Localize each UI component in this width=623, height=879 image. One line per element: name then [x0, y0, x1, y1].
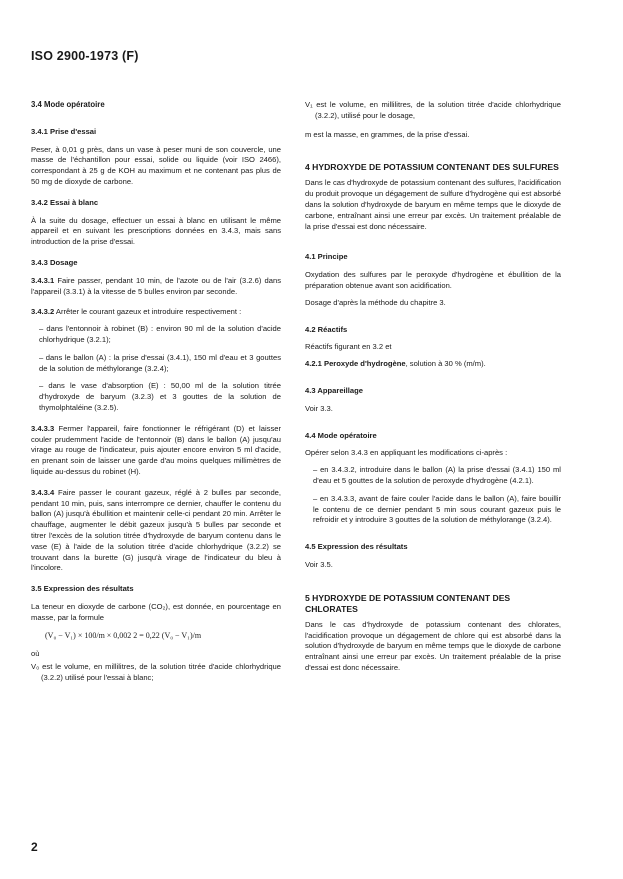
section-3-4-3-3-text: Fermer l'appareil, faire fonctionner le réfrigérant (D) et laisser couler prudemment l'acide de l'entonnoir (B) dans le ballon (A) jusqu'au virage au rouge de l'indicateur, puis ajouter encore environ 5 ml d'acide, en prenant soin de laisser une garde d'au moins quelques millimètres de liquide au-dessus du robinet (H). — [31, 423, 281, 476]
section-3-4-3-4 — [31, 488, 281, 574]
section-3-4-2-text: À la suite du dosage, effectuer un essai à blanc en utilisant le même appareil et en suivant les prescriptions données en 3.4.3, mais sans introduction de la prise d'essai. — [31, 215, 281, 247]
section-4-5-text: Voir 3.5. — [305, 559, 333, 569]
section-4-5-title: 4.5 Expression des résultats — [305, 542, 408, 552]
section-3-4-3-2-number: 3.4.3.2 — [31, 307, 55, 317]
section-4-title: 4 HYDROXYDE DE POTASSIUM CONTENANT DES SULFURES — [305, 162, 559, 173]
section-3-4-3-4-text: Faire passer le courant gazeux, réglé à 2 bulles par seconde, pendant 10 min, puis, sans interrompre ce dernier, chauffer le contenu du ballon (A) jusqu'à ébullition et maintenir celle-ci pendant 20 min. Arrêter le chauffage, augmenter le débit gazeux jusqu'à 5 bulles par seconde et titrer l'excès de la solution titrée d'hydroxyde de baryum contenu dans le vase (E) à l'aide de la solution titrée d'acide chlorhydrique (3.2.2) se trouvant dans la burette (G) jusqu'à virage de l'indicateur du bleu à l'incolore. — [31, 487, 281, 573]
section-3-5-text: La teneur en dioxyde de carbone (CO₂), est donnée, en pourcentage en masse, par la formule — [31, 601, 281, 622]
section-3-5-title: 3.5 Expression des résultats — [31, 584, 134, 594]
section-4-4-title: 4.4 Mode opératoire — [305, 430, 377, 440]
section-3-4-3-4-number: 3.4.3.4 — [31, 487, 55, 497]
formula: (V₀ − V₁) × 100/m × 0,002 2 = 0,22 (V₀ − V₁)/m — [45, 631, 202, 641]
section-4-2-title: 4.2 Réactifs — [305, 324, 348, 334]
section-3-4-1-title: 3.4.1 Prise d'essai — [31, 126, 97, 136]
page-number: 2 — [31, 840, 38, 854]
right-column — [305, 100, 561, 684]
section-3-4-3-2 — [31, 307, 281, 318]
definition-m: m est la masse, en grammes, de la prise d'essai. — [305, 129, 470, 139]
section-3-4-3-1-number: 3.4.3.1 — [31, 275, 55, 285]
left-column — [31, 100, 281, 692]
section-4-2-text: Réactifs figurant en 3.2 et — [305, 342, 392, 352]
section-4-1-text-2: Dosage d'après la méthode du chapitre 3. — [305, 297, 446, 307]
section-4-1-title: 4.1 Principe — [305, 252, 348, 262]
formula-where: où — [31, 649, 40, 659]
section-3-4-1-text: Peser, à 0,01 g près, dans un vase à peser muni de son couvercle, une masse de l'échantillon pour essai, solide ou liquide (voir ISO 2466), correspondant à 25 g de KOH au maximum et ne contenant pas plus de 50 mg de dioxyde de carbone. — [31, 144, 281, 186]
section-4-4-text: Opérer selon 3.4.3 en appliquant les modifications ci-après : — [305, 448, 508, 458]
section-3-4-title: 3.4 Mode opératoire — [31, 100, 105, 109]
section-4-text: Dans le cas d'hydroxyde de potassium contenant des sulfures, l'acidification du produit provoque un dégagement de sulfure d'hydrogène qui est absorbé dans la solution d'hydroxyde de baryum en même temps que le dioxyde de carbone, entraînant ainsi une erreur par excès. Un traitement préalable de la prise d'essai est donc nécessaire. — [305, 178, 561, 231]
definition-v1: V₁ est le volume, en millilitres, de la solution titrée d'acide chlorhydrique (3.2.2), utilisé pour le dosage, — [305, 100, 561, 120]
section-4-3-text: Voir 3.3. — [305, 403, 333, 413]
section-5-title: 5 HYDROXYDE DE POTASSIUM CONTENANT DES CHLORATES — [305, 592, 511, 614]
section-3-4-3-3-number: 3.4.3.3 — [31, 423, 55, 433]
section-5-text: Dans le cas d'hydroxyde de potassium contenant des chlorates, l'acidification provoque un dégagement de chlore qui est absorbé dans la solution d'hydroxyde de baryum en même temps que le dioxyde de carbone entraînant ainsi une erreur par excès. Un traitement préalable de la prise d'essai est donc nécessaire. — [305, 619, 561, 672]
document-header: ISO 2900-1973 (F) — [31, 49, 139, 63]
section-4-2-1 — [305, 359, 561, 370]
list-item: – dans l'entonnoir à robinet (B) : environ 90 ml de la solution d'acide chlorhydrique (3.2.1); — [39, 324, 281, 344]
section-4-2-1-text: , solution à 30 % (m/m). — [405, 359, 486, 369]
section-4-2-1-number: 4.2.1 Peroxyde d'hydrogène — [305, 359, 406, 369]
list-item: – dans le ballon (A) : la prise d'essai (3.4.1), 150 ml d'eau et 3 gouttes de la solution de méthylorange (3.2.4); — [39, 352, 281, 373]
list-item: – dans le vase d'absorption (E) : 50,00 ml de la solution titrée d'hydroxyde de baryum (3.2.3) et 3 gouttes de la solution de thymolphtaléine (3.2.5). — [39, 381, 281, 412]
section-3-4-3-3 — [31, 424, 281, 478]
section-4-1-text: Oxydation des sulfures par le peroxyde d'hydrogène et ébullition de la préparation obtenue avant son acidification. — [305, 270, 561, 290]
section-3-4-2-title: 3.4.2 Essai à blanc — [31, 197, 99, 207]
section-3-4-3-1-text: Faire passer, pendant 10 min, de l'azote ou de l'air (3.2.6) dans l'appareil (3.3.1) à la vitesse de 5 bulles environ par seconde. — [31, 275, 281, 296]
section-4-3-title: 4.3 Appareillage — [305, 385, 363, 395]
list-item: – en 3.4.3.2, introduire dans le ballon (A) la prise d'essai (3.4.1) 150 ml d'eau et 5 gouttes de la solution de peroxyde d'hydrogène (4.2.1). — [313, 465, 561, 485]
definition-v0: V₀ est le volume, en millilitres, de la solution titrée d'acide chlorhydrique (3.2.2) utilisé pour l'essai à blanc; — [31, 662, 281, 683]
section-3-4-3-title: 3.4.3 Dosage — [31, 257, 78, 267]
list-item: – en 3.4.3.3, avant de faire couler l'acide dans le ballon (A), faire bouillir le contenu de ce dernier pendant 5 min sous courant gazeux puis le refroidir et y introduire 3 gouttes de la solution de méthylorange (3.2.4). — [313, 493, 561, 525]
section-3-4-3-1 — [31, 276, 281, 298]
section-3-4-3-2-text: Arrêter le courant gazeux et introduire respectivement : — [54, 307, 242, 317]
